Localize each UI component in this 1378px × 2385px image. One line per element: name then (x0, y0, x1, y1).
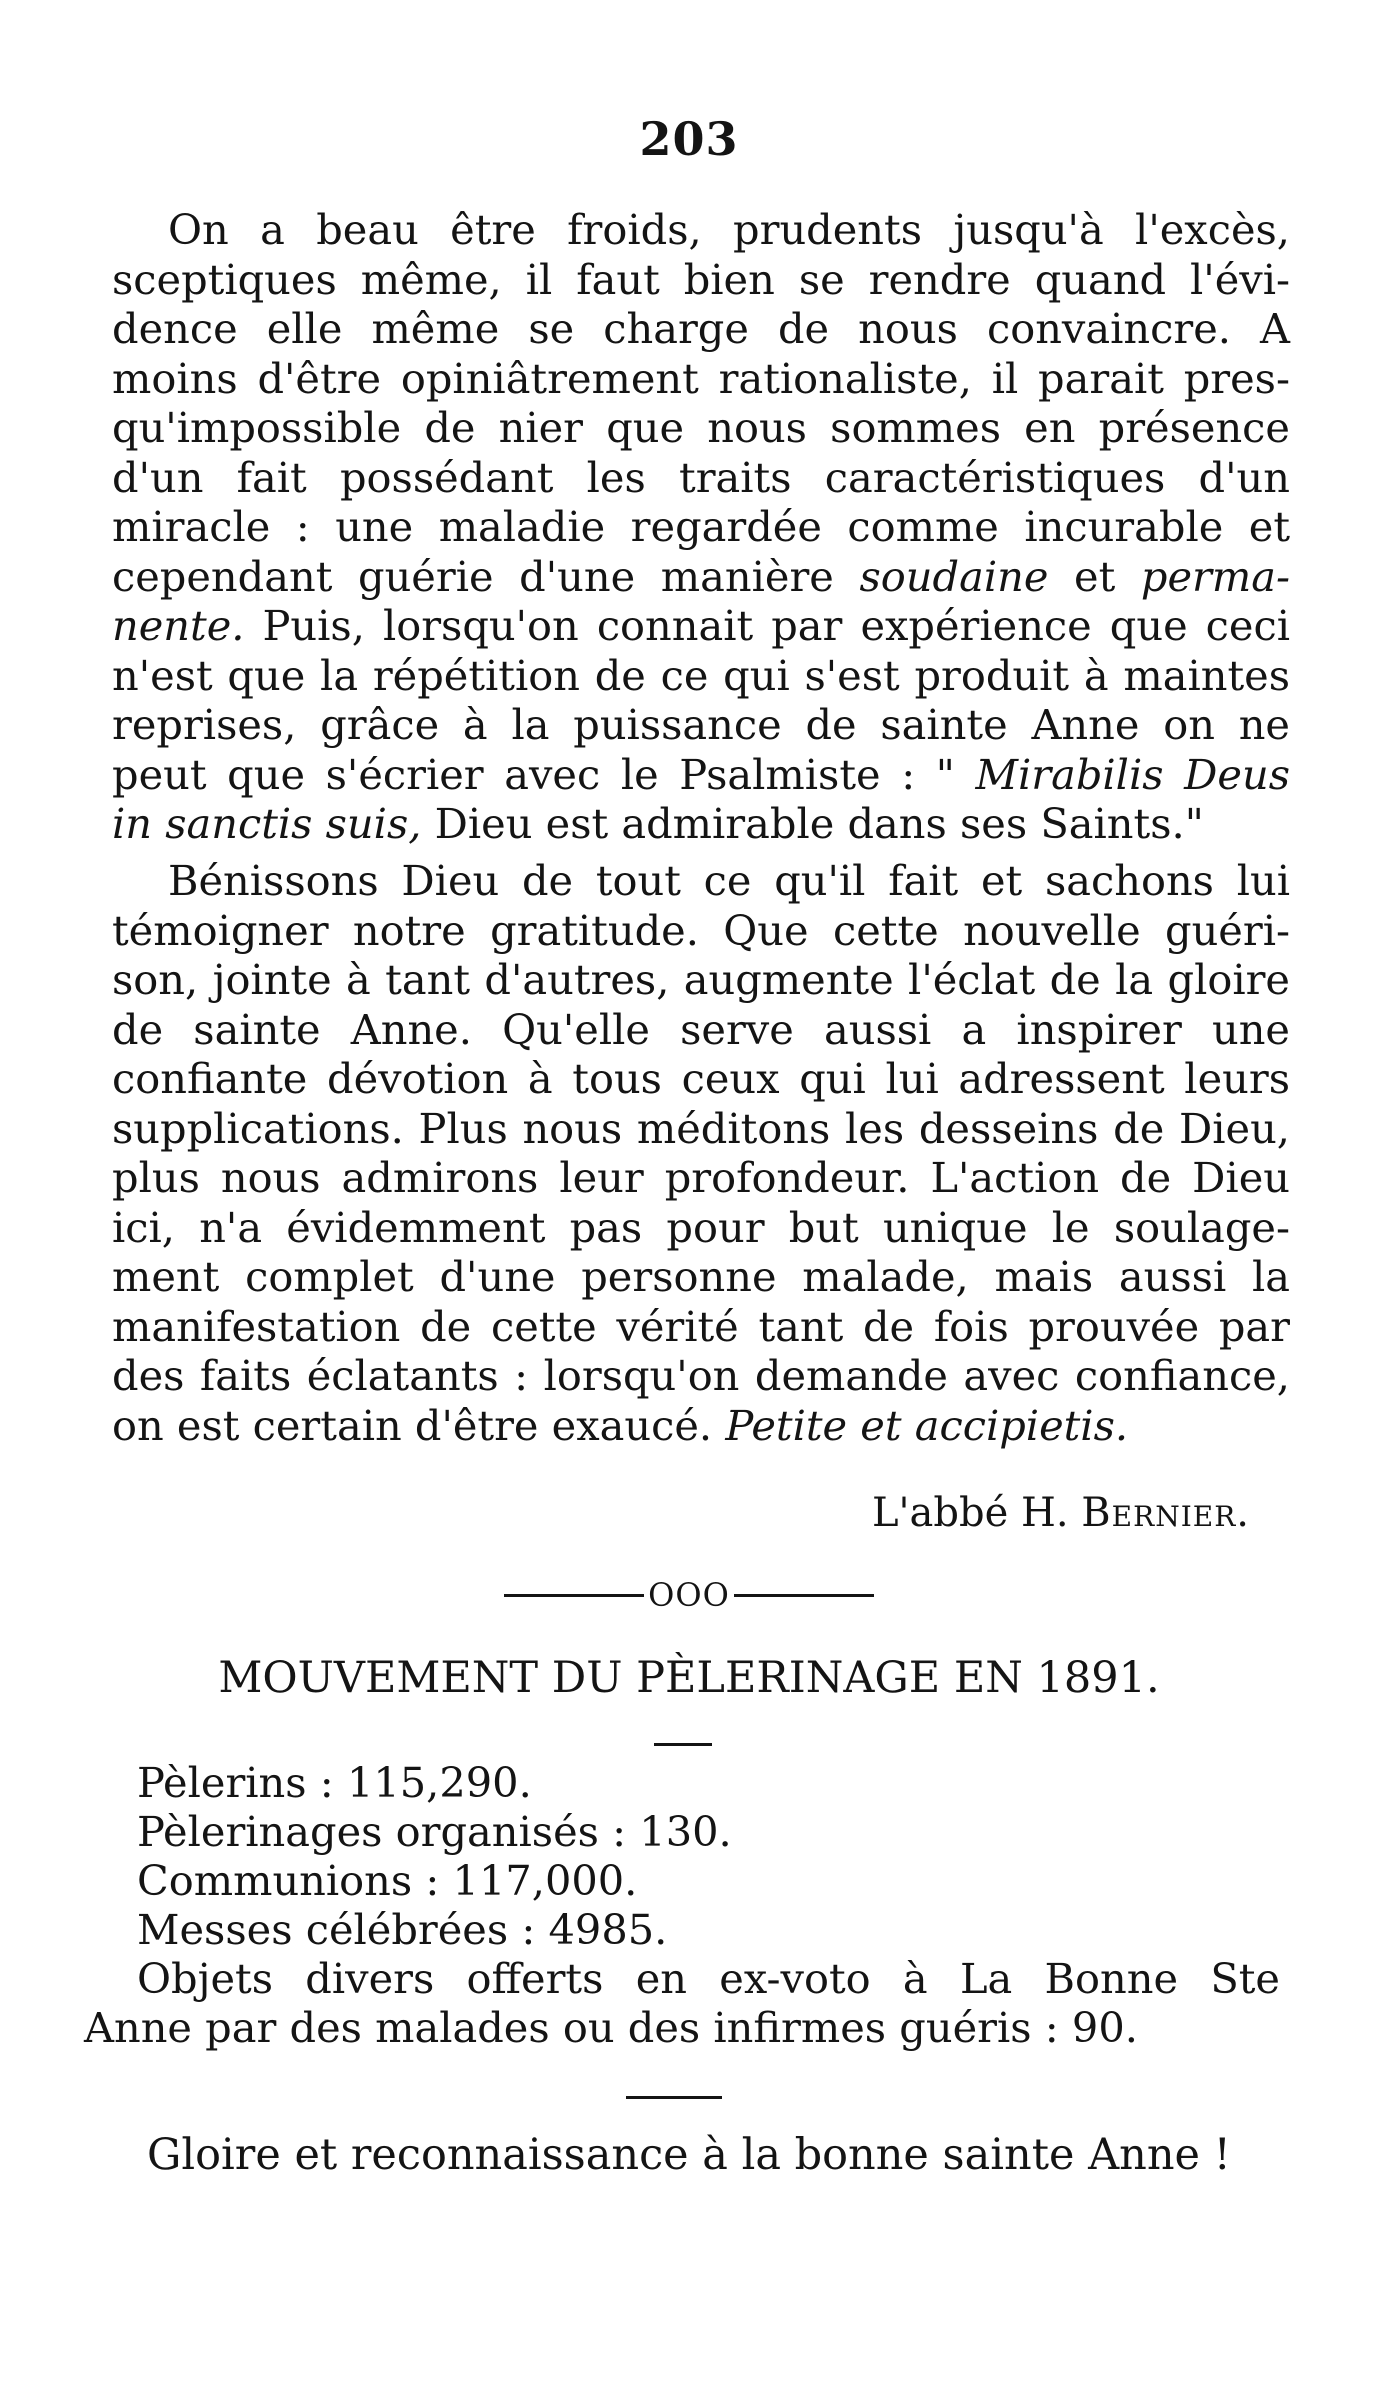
closing-line: Gloire et reconnaissance à la bonne sainte Anne ! (147, 2130, 1231, 2180)
author-signature (872, 1490, 1250, 1536)
text-segment: Puis, lorsqu'on connait par expérience que ceci (244, 601, 1290, 650)
text-line: témoigner notre gratitude. Que cette nouvelle guéri- (112, 905, 1290, 955)
stat-masses: Messes célébrées : 4985. (137, 1905, 668, 1954)
signature-prefix: L'abbé H. (871, 1490, 1082, 1536)
text-line (112, 1401, 1290, 1451)
separator-rule (734, 1594, 874, 1597)
text-line (112, 601, 1290, 651)
text-segment: cependant guérie d'une manière (112, 551, 860, 601)
italic-text: in sanctis suis, (112, 799, 422, 848)
page-number: 203 (639, 112, 739, 166)
text-line: son, jointe à tant d'autres, augmente l'éclat de la gloire (112, 955, 1290, 1004)
text-line: plus nous admirons leur profondeur. L'action de Dieu (112, 1153, 1290, 1202)
text-line (112, 750, 1290, 800)
italic-text: soudaine (859, 551, 1049, 601)
text-line: dence elle même se charge de nous convaincre. A (112, 304, 1290, 353)
text-line: de sainte Anne. Qu'elle serve aussi a inspirer une (112, 1004, 1290, 1054)
text-line: miracle : une maladie regardée comme incurable et (112, 502, 1290, 551)
stat-ex-voto: Objets divers offerts en ex-voto à La Bonne Ste (137, 1954, 1280, 2003)
italic-text: Petite et accipietis. (725, 1400, 1129, 1450)
text-line (112, 552, 1290, 602)
italic-text: Mirabilis Deus (975, 749, 1290, 799)
text-segment: Dieu est admirable dans ses Saints." (421, 799, 1204, 848)
section-heading: MOUVEMENT DU PÈLERINAGE EN 1891. (218, 1653, 1160, 1703)
text-line: ici, n'a évidemment pas pour but unique le soulage- (112, 1202, 1290, 1252)
text-line: qu'impossible de nier que nous sommes en présence (112, 403, 1290, 452)
text-segment: on est certain d'être exaucé. (112, 1400, 726, 1450)
text-line: Bénissons Dieu de tout ce qu'il fait et sachons lui (168, 856, 1290, 905)
text-segment: et (1048, 551, 1141, 601)
heading-rule (654, 1743, 712, 1746)
text-line (112, 799, 1290, 849)
stat-pilgrims: Pèlerins : 115,290. (137, 1758, 532, 1807)
text-line: manifestation de cette vérité tant de fois prouvée par (112, 1301, 1290, 1351)
italic-text: perma- (1140, 551, 1291, 601)
signature-name: Bernier. (1081, 1490, 1250, 1536)
stat-pilgrimages: Pèlerinages organisés : 130. (137, 1807, 732, 1856)
text-line: moins d'être opiniâtrement rationaliste, il parait pres- (112, 353, 1290, 403)
separator-rule (504, 1594, 644, 1597)
pilgrimage-stats (84, 1758, 1280, 2052)
paragraph-thanksgiving (112, 856, 1290, 1450)
text-line: confiante dévotion à tous ceux qui lui adressent leurs (112, 1054, 1290, 1103)
stat-communions: Communions : 117,000. (137, 1856, 638, 1905)
paragraph-miracle (112, 205, 1290, 849)
text-line: sceptiques même, il faut bien se rendre quand l'évi- (112, 254, 1290, 304)
separator-ornament: OOO (648, 1576, 730, 1614)
text-line: ment complet d'une personne malade, mais aussi la (112, 1252, 1290, 1301)
text-line: supplications. Plus nous méditons les desseins de Dieu, (112, 1103, 1290, 1153)
stat-ex-voto-continued: Anne par des malades ou des infirmes guéris : 90. (84, 2003, 1138, 2052)
text-line: On a beau être froids, prudents jusqu'à l'excès, (168, 205, 1290, 254)
section-separator (0, 1576, 1378, 1614)
text-line: n'est que la répétition de ce qui s'est produit à maintes (112, 650, 1290, 700)
italic-text: nente. (112, 601, 245, 650)
text-line: reprises, grâce à la puissance de sainte Anne on ne (112, 700, 1290, 749)
text-segment: peut que s'écrier avec le Psalmiste : " (112, 749, 976, 799)
text-line: d'un fait possédant les traits caractéristiques d'un (112, 452, 1290, 502)
closing-rule (626, 2096, 722, 2099)
text-line: des faits éclatants : lorsqu'on demande avec confiance, (112, 1351, 1290, 1400)
